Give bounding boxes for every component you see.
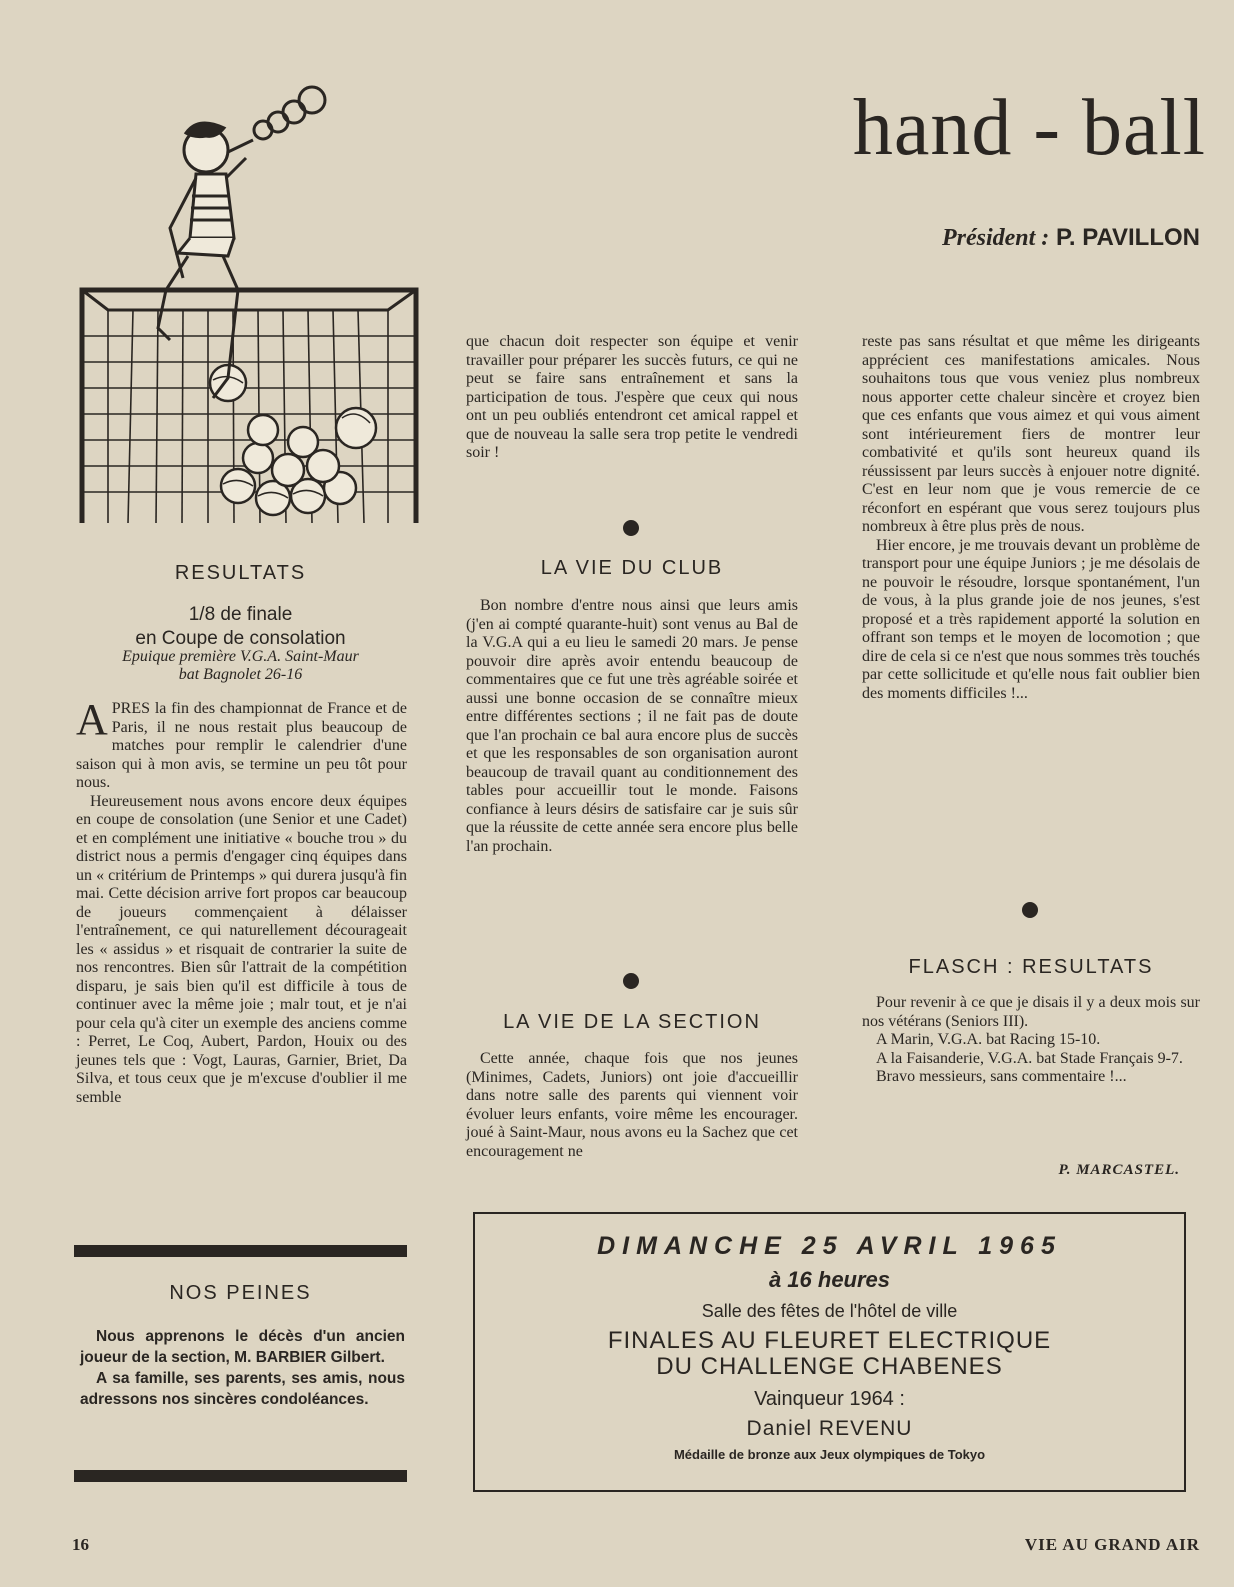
flasch-line-2: A Marin, V.G.A. bat Racing 15-10.	[876, 1031, 1101, 1048]
flasch-line-4: Bravo messieurs, sans commentaire !...	[876, 1068, 1127, 1085]
resultats-subtitle-1: Epuique première V.G.A. Saint-Maur	[122, 648, 359, 665]
col3-paragraph-2: Hier encore, je me trouvais devant un problème de transport pour une équipe Juniors ; je me désolais de ne pouvoir le résoudre, lorsque spontanément, l'un de vous, à la plus grande joie de nos jeunes, s'est proposé et a très rapidement apporté la solution en offrant son temps et le moyen de locomotion ; que dire de cela si ce n'est que nous sommes très touchés par cette sollicitude et qu'elle nous fait oublier bien des moments difficiles !...	[862, 536, 1200, 702]
section-heading: LA VIE DE LA SECTION	[503, 1011, 761, 1033]
announcement-medal: Médaille de bronze aux Jeux olympiques de Tokyo	[673, 1447, 986, 1462]
col2-intro-text: que chacun doit respecter son équipe et venir travailler pour préparer les succès futurs, ce qui ne peut se faire sans entraînement et sans la participation de tous. J'espère que ceux qui nous ont un peu oubliés entendront cet amical rappel et que de nouveau la salle sera trop petite le vendredi soir !	[466, 333, 798, 461]
announcement-time: à 16 heures	[768, 1267, 891, 1292]
section-body	[466, 1050, 798, 1161]
president-name: P. PAVILLON	[1055, 224, 1200, 251]
resultats-paragraph-2: Heureusement nous avons encore deux équipes en coupe de consolation (une Senior et une Cadet) et en complément une initiative « bouche trou » du district nous a permis d'engager cinq équipes dans un « critérium de Printemps » qui durera jusqu'à fin mai. Cette décision arrive fort propos car beaucoup de joueurs commençaient à délaisser l'entraînement, ce qui naturellement décourageait les « assidus » et risquait de contrarier la suite de nos rencontres. Bien sûr l'attrait de la compétition disparu, je sais bien qu'il est difficile à tous de continuer avec la même joie ; malr tout, et je n'ai pour cela qu'à citer un exemple des anciens comme : Perret, Le Coq, Aubert, Pardon, Houix ou des jeunes tels que : Vogt, Lauras, Garnier, Briet, Da Silva, et tous ceux que je m'excuse d'oublier il me semble	[76, 792, 407, 1106]
resultats-paragraph-1-text: PRES la fin des championnat de France et de Paris, il ne nous restait plus beaucoup de matches pour remplir le calendrier d'une saison qui à mon avis, se termine un peu tôt pour nous.	[76, 700, 407, 791]
magazine-name: VIE AU GRAND AIR	[1024, 1535, 1200, 1554]
peines-heading: NOS PEINES	[169, 1282, 312, 1304]
resultats-paragraph-1	[76, 695, 407, 793]
announcement-date: DIMANCHE 25 AVRIL 1965	[597, 1232, 1062, 1260]
section-text: Cette année, chaque fois que nos jeunes (Minimes, Cadets, Juniors) ont joie d'accueillir dans notre salle des parents qui viennent voir évoluer leurs enfants, voire même les encourager. joué à Saint-Maur, nous avons eu la Sachez que cet encouragement ne	[466, 1050, 798, 1160]
page-title: hand - ball	[852, 84, 1206, 172]
peines-paragraph-2: A sa famille, ses parents, ses amis, nous adressons nos sincères condoléances.	[80, 1370, 405, 1408]
flasch-body	[862, 994, 1200, 1087]
col3-paragraph-1: reste pas sans résultat et que même les dirigeants apprécient ces manifestations amicales. Nous souhaitons tous que vous veniez plus nombreux nous apporter cette chaleur sincère et croyez bien que ces enfants que vous aimez et qui vous aiment sont intérieurement fiers de montrer leur combativité et qu'ils sont heureux quand ils réussissent par leurs succès à enjouer notre dignité. C'est en leur nom que je vous remercie de ce réconfort en espérant que vous serez toujours plus nombreux à être plus près de nous.	[862, 333, 1200, 535]
announcement-winner-name: Daniel REVENU	[746, 1417, 913, 1440]
resultats-heading: RESULTATS	[174, 562, 307, 584]
announcement-event-1: FINALES AU FLEURET ELECTRIQUE	[607, 1327, 1052, 1354]
bullet-dot	[1022, 902, 1038, 918]
bullet-dot	[623, 973, 639, 989]
page-number: 16	[72, 1535, 89, 1554]
resultats-subheading-1: 1/8 de finale	[188, 604, 293, 625]
flasch-line-1: Pour revenir à ce que je disais il y a deux mois sur nos vétérans (Seniors III).	[862, 994, 1200, 1030]
col2-intro	[466, 333, 798, 463]
handball-goal-illustration	[78, 78, 423, 528]
divider-bar-top	[74, 1245, 407, 1257]
announcement-event-2: DU CHALLENGE CHABENES	[656, 1353, 1003, 1380]
announcement-box	[473, 1212, 1186, 1492]
president-line	[800, 224, 1200, 252]
bullet-dot	[623, 520, 639, 536]
peines-body	[80, 1326, 405, 1410]
col3-body	[862, 333, 1200, 703]
club-heading: LA VIE DU CLUB	[540, 557, 724, 579]
resultats-subtitle-2: bat Bagnolet 26-16	[178, 666, 303, 683]
divider-bar-bottom	[74, 1470, 407, 1482]
flasch-heading: FLASCH : RESULTATS	[908, 956, 1154, 978]
flasch-line-3: A la Faisanderie, V.G.A. bat Stade Français 9-7.	[876, 1049, 1183, 1067]
announcement-winner-label: Vainqueur 1964 :	[754, 1388, 905, 1410]
resultats-subheading-2: en Coupe de consolation	[135, 628, 346, 649]
club-text: Bon nombre d'entre nous ainsi que leurs amis (j'en ai compté quarante-huit) sont venus au Bal de la V.G.A qui a eu lieu le samedi 20 mars. Je pense pouvoir dire après avoir entendu beaucoup de commentaires que ce fut une très agréable soirée et aussi une bonne occasion de se connaître mieux entre différentes sections ; il ne fait pas de doute que l'an prochain ce bal aura encore plus de succès et que les responsables de son organisation auront beaucoup de travail quant au conditionnement des tables pour accueillir tout le monde. Faisons confiance à leurs désirs de satisfaire car je suis sûr que la réussite de cette année sera encore plus belle l'an prochain.	[466, 597, 798, 855]
dropcap: A	[76, 695, 108, 744]
peines-paragraph-1: Nous apprenons le décès d'un ancien joueur de la section, M. BARBIER Gilbert.	[80, 1328, 405, 1366]
signature: P. MARCASTEL.	[1058, 1162, 1180, 1178]
president-label: Président :	[941, 225, 1050, 251]
resultats-body	[76, 695, 407, 1107]
announcement-venue: Salle des fêtes de l'hôtel de ville	[701, 1301, 958, 1321]
club-body	[466, 597, 798, 856]
